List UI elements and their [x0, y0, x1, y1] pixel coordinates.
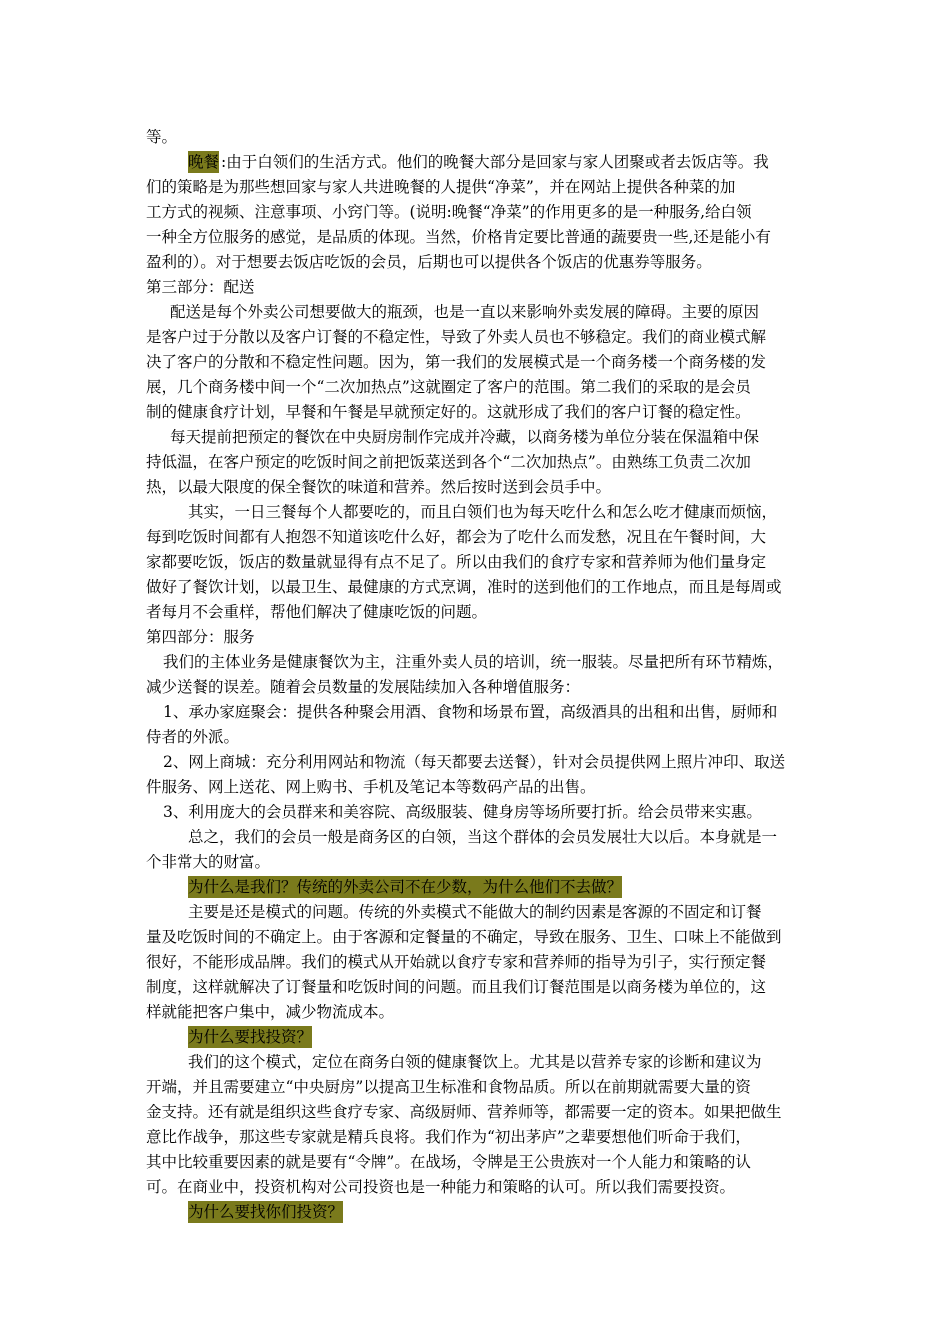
text-line: 家都要吃饭，饭店的数量就显得有点不足了。所以由我们的食疗专家和营养师为他们量身定 — [146, 553, 767, 571]
dinner-label-highlight: 晚餐 — [188, 153, 220, 171]
text-line: 工方式的视频、注意事项、小窍门等。(说明:晚餐“净菜”的作用更多的是一种服务,给白领 — [146, 203, 752, 221]
text-line: 侍者的外派。 — [146, 728, 240, 746]
section-heading: 第四部分：服务 — [146, 628, 255, 646]
text-line: 其实，一日三餐每个人都要吃的，而且白领们也为每天吃什么和怎么吃才健康而烦恼， — [188, 503, 778, 521]
question-heading: 为什么是我们？传统的外卖公司不在少数，为什么他们不去做？ — [188, 878, 623, 896]
list-item: 3、利用庞大的会员群来和美容院、高级服装、健身房等场所要打折。给会员带来实惠。 — [163, 803, 762, 821]
text-line: 们的策略是为那些想回家与家人共进晚餐的人提供“净菜”，并在网站上提供各种菜的加 — [146, 178, 736, 196]
text-line: 减少送餐的误差。随着会员数量的发展陆续加入各种增值服务： — [146, 678, 581, 696]
text-line: 展，几个商务楼中间一个“二次加热点”这就圈定了客户的范围。第二我们的采取的是会员 — [146, 378, 751, 396]
text-line: 每天提前把预定的餐饮在中央厨房制作完成并冷藏，以商务楼为单位分装在保温箱中保 — [170, 428, 760, 446]
text-line: 总之，我们的会员一般是商务区的白领，当这个群体的会员发展壮大以后。本身就是一 — [188, 828, 778, 846]
text-line: 金支持。还有就是组织这些食疗专家、高级厨师、营养师等，都需要一定的资本。如果把做生 — [146, 1103, 782, 1121]
text-line: 量及吃饭时间的不确定上。由于客源和定餐量的不确定，导致在服务、卫生、口味上不能做到 — [146, 928, 782, 946]
text-line: 样就能把客户集中，减少物流成本。 — [146, 1003, 395, 1021]
list-item: 1、承办家庭聚会：提供各种聚会用酒、食物和场景布置，高级酒具的出租和出售，厨师和 — [163, 703, 778, 721]
question-heading: 为什么要找你们投资？ — [188, 1203, 344, 1221]
text-line: 决了客户的分散和不稳定性问题。因为，第一我们的发展模式是一个商务楼一个商务楼的发 — [146, 353, 767, 371]
text-line: 热，以最大限度的保全餐饮的味道和营养。然后按时送到会员手中。 — [146, 478, 612, 496]
text-line: 我们的这个模式，定位在商务白领的健康餐饮上。尤其是以营养专家的诊断和建议为 — [188, 1053, 762, 1071]
text-line: 件服务、网上送花、网上购书、手机及笔记本等数码产品的出售。 — [146, 778, 596, 796]
text-line: 持低温，在客户预定的吃饭时间之前把饭菜送到各个“二次加热点”。由熟练工负责二次加 — [146, 453, 751, 471]
text-line: 可。在商业中，投资机构对公司投资也是一种能力和策略的认可。所以我们需要投资。 — [146, 1178, 736, 1196]
text-line: 一种全方位服务的感觉，是品质的体现。当然，价格肯定要比普通的蔬要贵一些,还是能小有 — [146, 228, 771, 246]
text-line: 制的健康食疗计划，早餐和午餐是早就预定好的。这就形成了我们的客户订餐的稳定性。 — [146, 403, 751, 421]
text-line: 个非常大的财富。 — [146, 853, 271, 871]
text-line: 意比作战争，那这些专家就是精兵良将。我们作为“初出茅庐”之辈要想他们听命于我们， — [146, 1128, 751, 1146]
question-heading: 为什么要找投资？ — [188, 1028, 313, 1046]
text-line: 主要是还是模式的问题。传统的外卖模式不能做大的制约因素是客源的不固定和订餐 — [188, 903, 762, 921]
text-line: 晚餐 :由于白领们的生活方式。他们的晚餐大部分是回家与家人团聚或者去饭店等。我 — [188, 153, 769, 171]
text-line: 做好了餐饮计划，以最卫生、最健康的方式烹调，准时的送到他们的工作地点，而且是每周或 — [146, 578, 782, 596]
text-line: 很好，不能形成品牌。我们的模式从开始就以食疗专家和营养师的指导为引子，实行预定餐 — [146, 953, 767, 971]
text-line: 盈利的）。对于想要去饭店吃饭的会员，后期也可以提供各个饭店的优惠券等服务。 — [146, 253, 712, 271]
text-line: 制度，这样就解决了订餐量和吃饭时间的问题。而且我们订餐范围是以商务楼为单位的，这 — [146, 978, 767, 996]
text-line: 等。 — [146, 128, 178, 146]
text-line: 我们的主体业务是健康餐饮为主，注重外卖人员的培训，统一服装。尽量把所有环节精炼， — [163, 653, 784, 671]
text-line: 是客户过于分散以及客户订餐的不稳定性，导致了外卖人员也不够稳定。我们的商业模式解 — [146, 328, 767, 346]
text-line: 其中比较重要因素的就是要有“令牌”。在战场，令牌是王公贵族对一个人能力和策略的认 — [146, 1153, 751, 1171]
text-line: 开端，并且需要建立“中央厨房”以提高卫生标准和食物品质。所以在前期就需要大量的资 — [146, 1078, 751, 1096]
text-line: 每到吃饭时间都有人抱怨不知道该吃什么好，都会为了吃什么而发愁，况且在午餐时间，大 — [146, 528, 767, 546]
text-line: 者每月不会重样，帮他们解决了健康吃饭的问题。 — [146, 603, 488, 621]
section-heading: 第三部分：配送 — [146, 278, 255, 296]
text-line: 配送是每个外卖公司想要做大的瓶颈，也是一直以来影响外卖发展的障碍。主要的原因 — [170, 303, 760, 321]
list-item: 2、网上商城：充分利用网站和物流（每天都要去送餐），针对会员提供网上照片冲印、取送 — [163, 753, 786, 771]
